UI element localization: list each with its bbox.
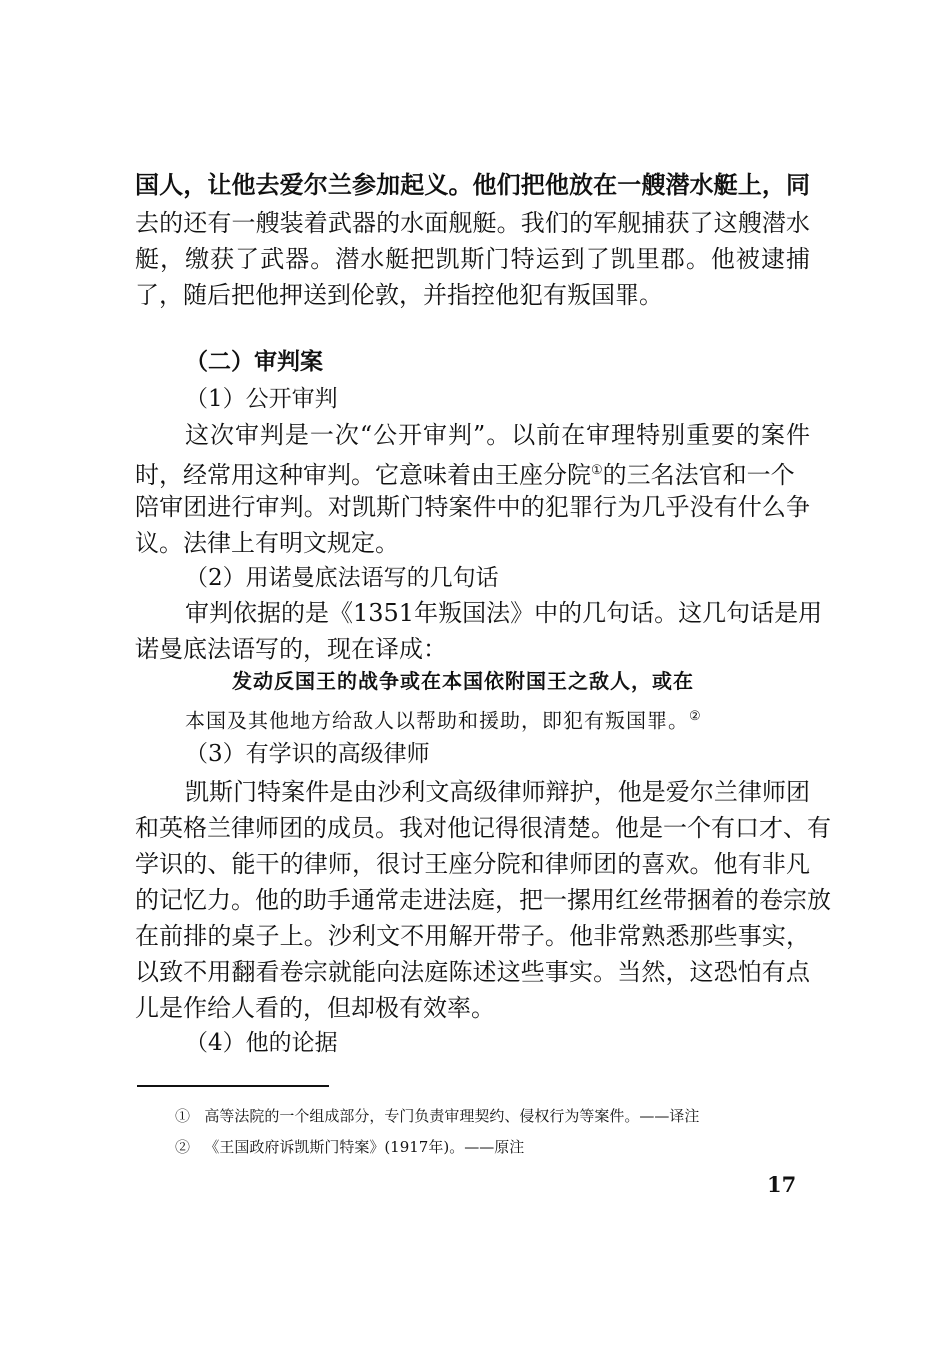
footnote	[175, 1136, 524, 1158]
subsection-heading: （3）有学识的高级律师	[185, 741, 430, 767]
text-segment: 的三名法官和一个	[602, 461, 795, 489]
text-segment: 时，经常用这种审判。它意味着由王座分院	[135, 461, 591, 489]
text-line: 凯斯门特案件是由沙利文高级律师辩护，他是爱尔兰律师团	[185, 778, 810, 806]
text-line: 的记忆力。他的助手通常走进法庭，把一摞用红丝带捆着的卷宗放	[135, 886, 831, 914]
text-line: 议。法律上有明文规定。	[135, 529, 399, 557]
footnote-mark: ①	[175, 1107, 191, 1125]
subsection-heading: （2）用诺曼底法语写的几句话	[185, 565, 499, 591]
section-heading: （二）审判案	[185, 348, 323, 375]
footnote-reference: ②	[689, 709, 702, 724]
text-line: 学识的、能干的律师，很讨王座分院和律师团的喜欢。他有非凡	[135, 850, 810, 878]
subsection-heading: （4）他的论据	[185, 1030, 338, 1056]
text-line: 了，随后把他押送到伦敦，并指控他犯有叛国罪。	[135, 281, 663, 309]
quote-text: 本国及其他地方给敌人以帮助和援助，即犯有叛国罪。	[185, 708, 689, 733]
text-line: 和英格兰律师团的成员。我对他记得很清楚。他是一个有口才、有	[135, 814, 831, 842]
footnote-text: 高等法院的一个组成部分，专门负责审理契约、侵权行为等案件。——译注	[204, 1107, 700, 1125]
page-number: 17	[767, 1172, 797, 1197]
quote-line	[185, 702, 702, 736]
subsection-heading: （1）公开审判	[185, 386, 338, 412]
text-line: 去的还有一艘装着武器的水面舰艇。我们的军舰捕获了这艘潜水	[135, 209, 810, 237]
footnote-reference: ①	[591, 463, 603, 478]
text-line: 陪审团进行审判。对凯斯门特案件中的犯罪行为几乎没有什么争	[135, 493, 810, 521]
quote-line: 发动反国王的战争或在本国依附国王之敌人，或在	[232, 669, 694, 693]
text-line: 在前排的桌子上。沙利文不用解开带子。他非常熟悉那些事实，	[135, 922, 810, 950]
text-line: 以致不用翻看卷宗就能向法庭陈述这些事实。当然，这恐怕有点	[135, 958, 810, 986]
text-line: 国人，让他去爱尔兰参加起义。他们把他放在一艘潜水艇上，同	[135, 170, 810, 199]
text-line: 诺曼底法语写的，现在译成：	[135, 635, 447, 663]
text-line: 这次审判是一次“公开审判”。以前在审理特别重要的案件	[185, 421, 810, 449]
text-line: 审判依据的是《1351年叛国法》中的几句话。这几句话是用	[185, 599, 823, 627]
footnote-mark: ②	[175, 1138, 191, 1156]
text-line: 儿是作给人看的，但却极有效率。	[135, 994, 495, 1022]
footnote-text: 《王国政府诉凯斯门特案》(1917年)。——原注	[204, 1138, 525, 1156]
footnote-divider	[137, 1085, 329, 1087]
text-line: 艇，缴获了武器。潜水艇把凯斯门特运到了凯里郡。他被逮捕	[135, 245, 810, 273]
text-line	[135, 454, 795, 492]
footnote	[175, 1105, 699, 1127]
